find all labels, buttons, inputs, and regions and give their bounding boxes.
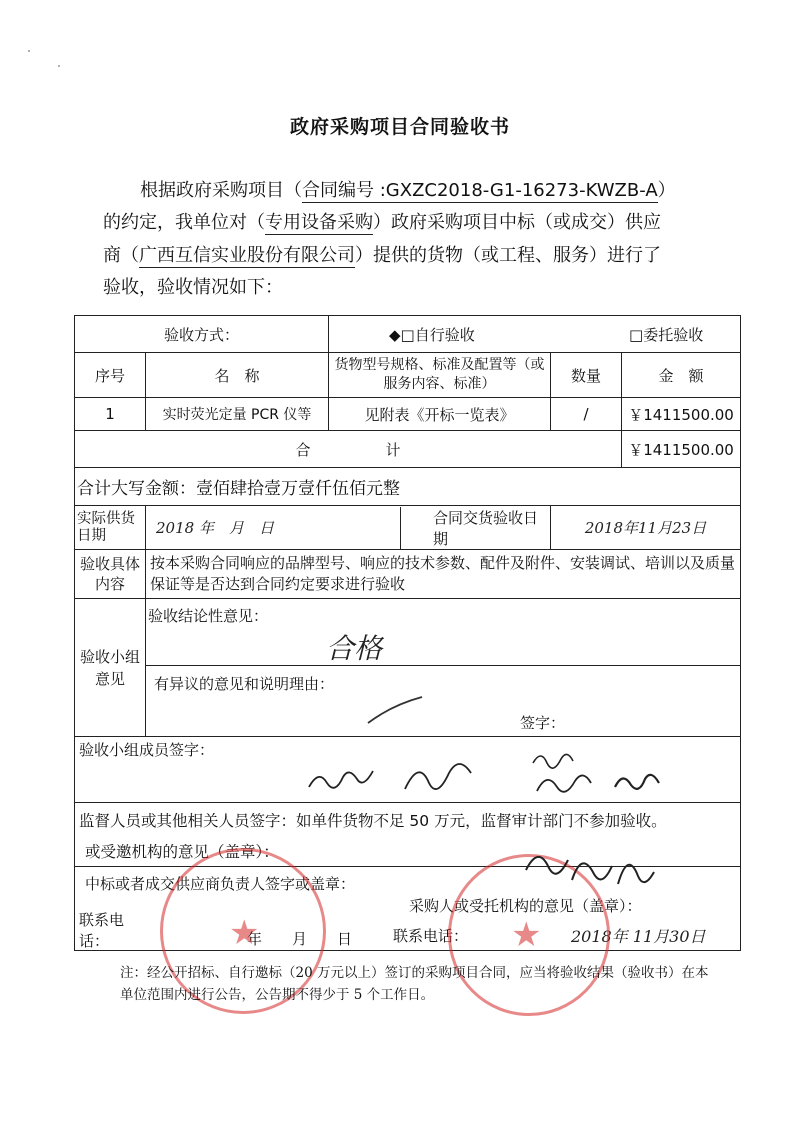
date-left: 年 月 日 — [247, 930, 353, 948]
intro-text: 的约定，我单位对（ — [103, 212, 265, 233]
document-title: 政府采购项目合同验收书 — [289, 116, 510, 138]
handwritten-dash — [366, 693, 426, 727]
date-split-inner — [146, 507, 550, 549]
intro-line-1 — [140, 176, 676, 202]
row-name: 实时荧光定量 PCR 仪等 — [146, 398, 329, 431]
date-row — [75, 506, 741, 550]
members-row — [75, 737, 741, 803]
member-signatures — [305, 743, 705, 799]
scan-speck — [58, 65, 60, 67]
sign-label: 签字： — [520, 714, 566, 732]
opinion-inner — [146, 599, 740, 735]
bidder-label: 中标或者成交供应商负责人签字或盖章： — [85, 875, 356, 893]
col-header-amount: 金 额 — [622, 353, 741, 398]
intro-text: ）政府采购项目中标（或成交）供应 — [373, 212, 661, 233]
total-label: 合 计 — [75, 431, 622, 468]
objection-label: 有异议的意见和说明理由： — [154, 675, 335, 693]
opinion-divider — [146, 665, 740, 666]
seal-star-icon: ★ — [511, 915, 542, 955]
group-label: 验收小组意见 — [75, 599, 146, 737]
contract-date-value: 2018年11月23日 — [584, 519, 707, 537]
method-row — [75, 316, 741, 353]
conclusion-label: 验收结论性意见： — [148, 607, 269, 625]
row-qty: / — [551, 398, 622, 431]
contact-left-b: 话： — [79, 932, 110, 950]
col-header-qty: 数量 — [551, 353, 622, 398]
supplier-name: 广西互信实业股份有限公司 — [139, 245, 355, 266]
footnote: 注：经公开招标、自行邀标（20 万元以上）签订的采购项目合同，应当将验收结果（验收书）在本单位范围内进行公告，公告期不得少于 5 个工作日。 — [120, 965, 709, 1003]
actual-date-cell — [146, 507, 401, 549]
supervisor-label: 监督人员或其他相关人员签字：如单件货物不足 50 万元，监督审计部门不参加验收。 — [79, 812, 667, 830]
intro-line-2 — [103, 208, 661, 234]
scan-speck — [28, 50, 30, 52]
intro-text: ） — [657, 180, 676, 201]
content-label: 验收具体内容 — [75, 550, 146, 599]
content-text: 按本采购合同响应的品牌型号、响应的技术参数、配件及附件、安装调试、培训以及质量保证等是否达到合同约定要求进行验收 — [146, 550, 741, 599]
intro-text: 商（ — [103, 245, 139, 266]
purchaser-signature — [520, 840, 660, 890]
header-row — [75, 353, 741, 398]
purchaser-label: 采购人或受托机构的意见（盖章）： — [409, 897, 642, 915]
row-no: 1 — [75, 398, 146, 431]
intro-line-3 — [103, 241, 661, 267]
row-spec: 见附表《开标一览表》 — [329, 398, 551, 431]
actual-date-value: 2018 年 月 日 — [156, 519, 274, 537]
total-amount: ￥1411500.00 — [622, 431, 741, 468]
members-label: 验收小组成员签字： — [79, 741, 215, 759]
row-amount: ￥1411500.00 — [622, 398, 741, 431]
actual-date-label: 实际供货日期 — [75, 506, 146, 550]
contact-left-a: 联系电 — [79, 911, 125, 929]
invited-label: 或受邀机构的意见（盖章）： — [85, 843, 279, 861]
members-inner — [75, 737, 740, 801]
method-entrust: □委托验收 — [629, 325, 704, 344]
col-header-spec: 货物型号规格、标准及配置等（或服务内容、标准） — [329, 353, 551, 398]
conclusion-value: 合格 — [326, 632, 383, 665]
content-row — [75, 550, 741, 599]
upper-total-row — [75, 468, 741, 506]
contract-number: 合同编号 :GXZC2018-G1-16273-KWZB-A — [302, 180, 658, 201]
intro-text: ）提供的货物（或工程、服务）进行了 — [355, 245, 661, 266]
col-header-no: 序号 — [75, 353, 146, 398]
contract-date-label: 合同交货验收日期 — [433, 508, 539, 548]
members-cell — [75, 737, 741, 803]
seal-star-icon: ★ — [229, 913, 260, 953]
date-right: 2018年 11月30日 — [571, 927, 706, 946]
contract-date-cell — [551, 506, 741, 550]
opinion-row — [75, 599, 741, 737]
intro-text: 根据政府采购项目（ — [140, 180, 302, 201]
total-upper: 合计大写金额：壹佰肆拾壹万壹仟伍佰元整 — [75, 468, 741, 506]
col-header-name: 名 称 — [146, 353, 329, 398]
method-self: ◆□自行验收 — [389, 325, 475, 344]
opinion-cell — [146, 599, 741, 737]
intro-line-4: 验收，验收情况如下： — [103, 277, 283, 298]
table-row — [75, 398, 741, 431]
total-row — [75, 431, 741, 468]
method-label: 验收方式： — [75, 316, 329, 353]
contact-right: 联系电话： — [393, 927, 469, 945]
date-split — [146, 506, 551, 550]
method-options — [329, 316, 741, 353]
project-name: 专用设备采购 — [265, 212, 373, 233]
